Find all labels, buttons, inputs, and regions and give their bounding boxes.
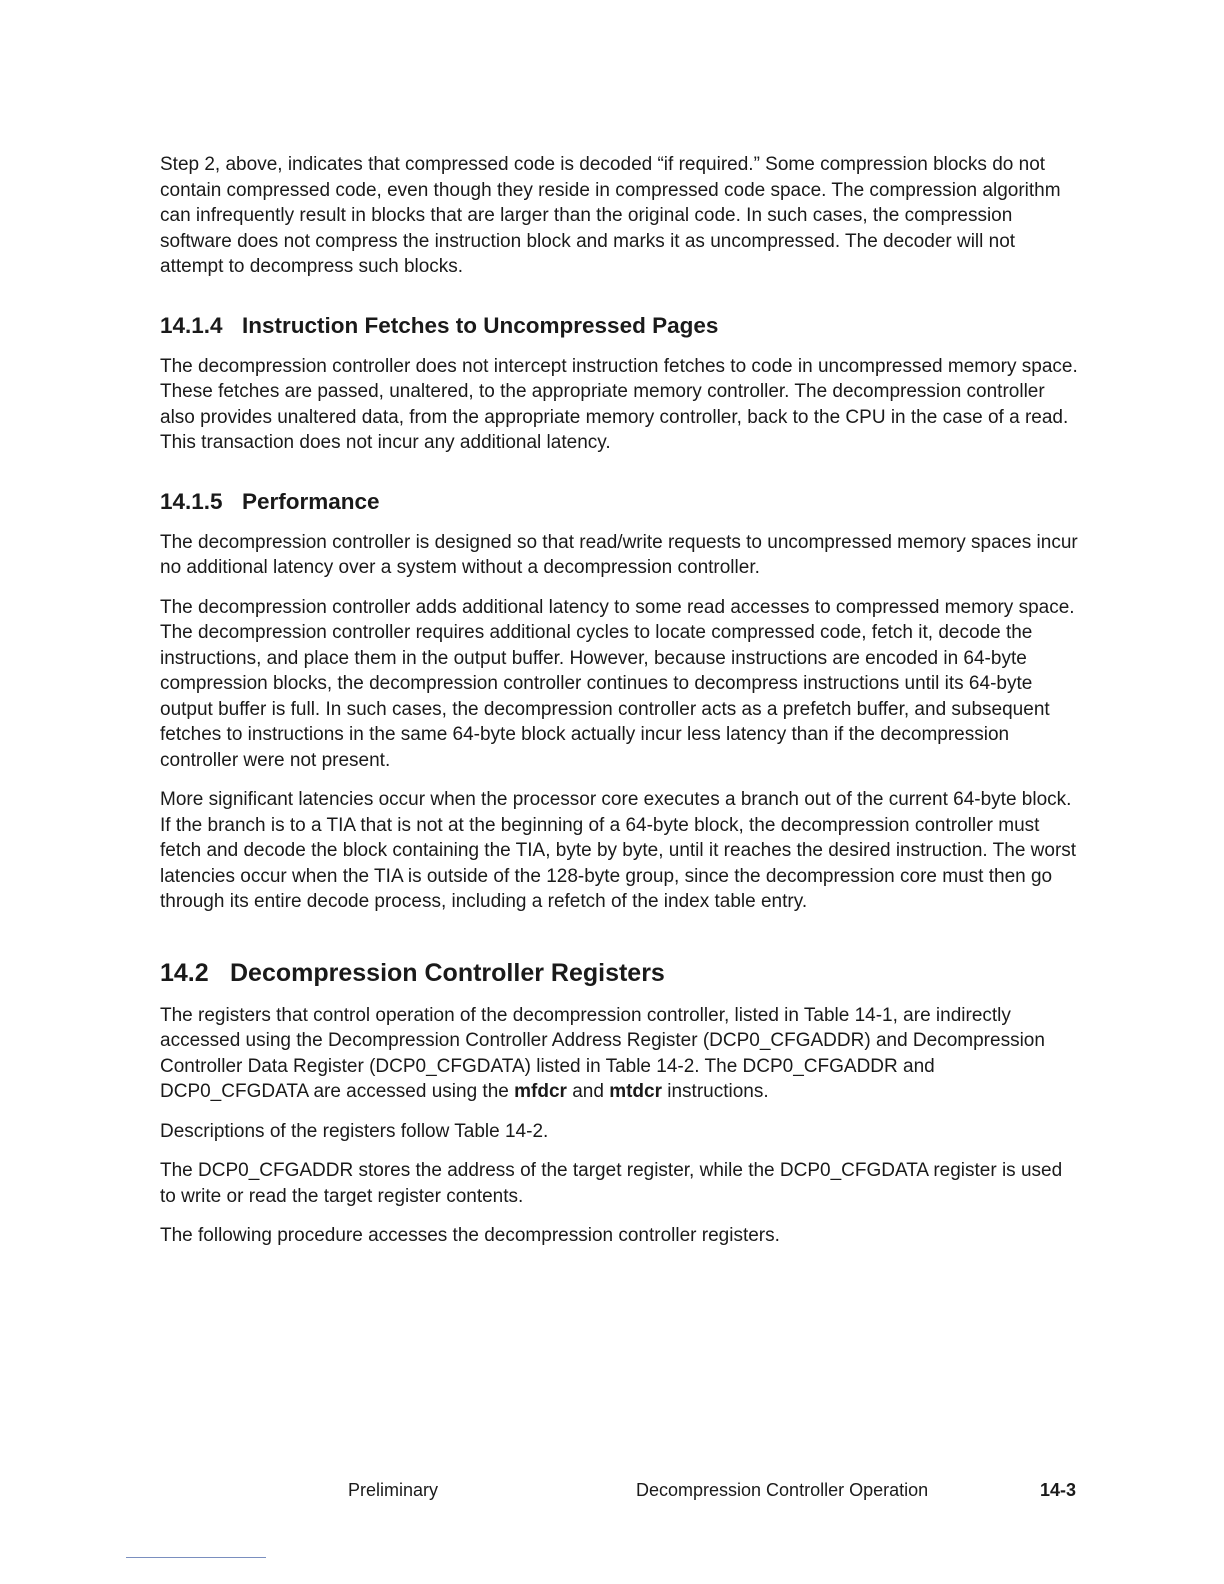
paragraph: The decompression controller adds additional latency to some read accesses to compressed memory space. The decompression controller requires additional cycles to locate compressed code, fetch it, decode the instructions, and place them in the output buffer. However, because instructions are encoded in 64-byte compression blocks, the decompression controller continues to decompress instructions until its 64-byte output buffer is full. In such cases, the decompression controller acts as a prefetch buffer, and subsequent fetches to instructions in the same 64-byte block actually incur less latency than if the decompression controller were not present. xyxy=(160,596,1075,771)
section-heading-14-1-4 xyxy=(160,311,1080,341)
paragraph xyxy=(160,1003,1080,1105)
text-run: instructions. xyxy=(661,1081,769,1102)
paragraph: Descriptions of the registers follow Table 14-2. xyxy=(160,1120,549,1142)
section-number: 14.1.4 xyxy=(160,312,223,338)
section-title: Instruction Fetches to Uncompressed Pages xyxy=(242,312,719,338)
paragraph: The decompression controller is designed so that read/write requests to uncompressed memory spaces incur no additional latency over a system without a decompression controller. xyxy=(160,531,1078,578)
section-number: 14.2 xyxy=(160,958,209,987)
section-heading-14-2 xyxy=(160,956,1080,990)
section-heading-14-1-5 xyxy=(160,487,1080,517)
paragraph: The decompression controller does not intercept instruction fetches to code in uncompressed memory space. These fetches are passed, unaltered, to the appropriate memory controller. The decompression controller also provides unaltered data, from the appropriate memory controller, back to the CPU in the case of a read. This transaction does not incur any additional latency. xyxy=(160,355,1078,453)
footer-chapter-title: Decompression Controller Operation xyxy=(636,1480,929,1500)
intro-paragraph: Step 2, above, indicates that compressed code is decoded “if required.” Some compression blocks do not contain compressed code, even though they reside in compressed code space. The compression algorithm can infrequently result in blocks that are larger than the original code. In such cases, the compression software does not compress the instruction block and marks it as uncompressed. The decoder will not attempt to decompress such blocks. xyxy=(160,154,1061,277)
instruction-mtdcr: mtdcr xyxy=(609,1081,662,1102)
text-run: and xyxy=(566,1081,610,1102)
paragraph: More significant latencies occur when the processor core executes a branch out of the current 64-byte block. If the branch is to a TIA that is not at the beginning of a 64-byte block, the decompression controller must fetch and decode the block containing the TIA, byte by byte, until it reaches the desired instruction. The worst latencies occur when the TIA is outside of the 128-byte group, since the decompression core must then go through its entire decode process, including a refetch of the index table entry. xyxy=(160,789,1077,912)
bottom-rule xyxy=(126,1557,266,1558)
page-body xyxy=(160,152,1080,1263)
section-title: Performance xyxy=(242,488,380,514)
text-run: The registers that control operation of the decompression controller, listed in Table 14-1, are indirectly accessed using the Decompression Controller Address Register (DCP0_CFGADDR) and Decompression Controller Data Register (DCP0_CFGDATA) listed in Table 14-2. The DCP0_CFGADDR and DCP0_CFGDATA are accessed using the xyxy=(160,1004,1045,1102)
instruction-mfdcr: mfdcr xyxy=(514,1081,567,1102)
section-number: 14.1.5 xyxy=(160,488,223,514)
footer-status: Preliminary xyxy=(348,1480,439,1500)
paragraph: The DCP0_CFGADDR stores the address of the target register, while the DCP0_CFGDATA register is used to write or read the target register contents. xyxy=(160,1160,1063,1207)
page-number: 14-3 xyxy=(1040,1480,1077,1500)
section-title: Decompression Controller Registers xyxy=(230,958,665,987)
paragraph: The following procedure accesses the decompression controller registers. xyxy=(160,1225,780,1246)
